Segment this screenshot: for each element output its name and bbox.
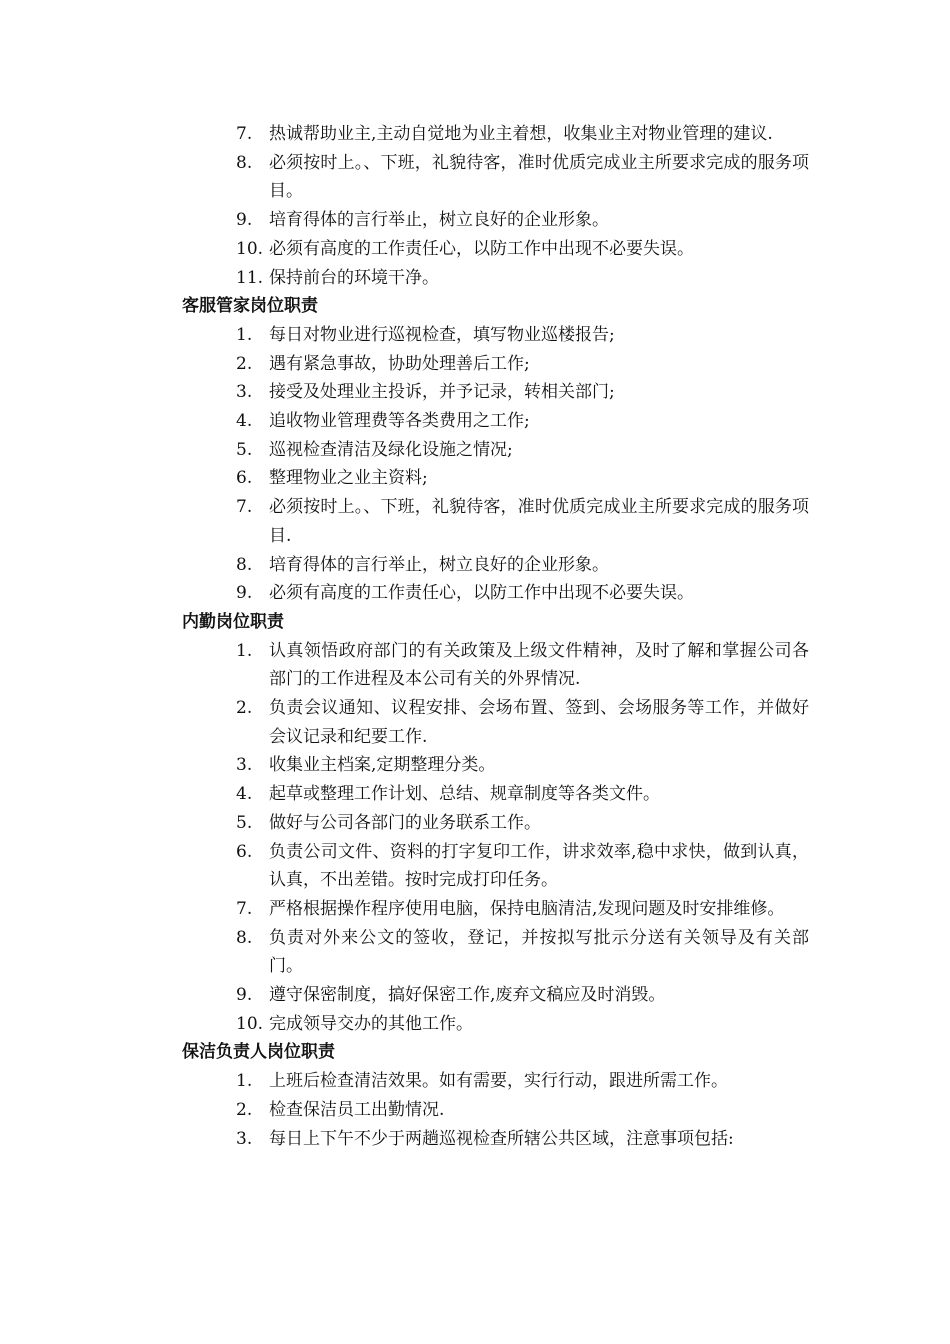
item-number: 1. xyxy=(236,1071,253,1092)
item-text: 必须按时上。、下班，礼貌待客，准时优质完成业主所要求完成的服务项目. xyxy=(269,497,809,546)
list-item xyxy=(236,1067,809,1096)
list-item xyxy=(236,780,809,809)
list-item xyxy=(236,895,809,924)
item-text: 完成领导交办的其他工作。 xyxy=(269,1013,473,1034)
item-text: 上班后检查清洁效果。如有需要，实行行动，跟进所需工作。 xyxy=(269,1071,728,1092)
item-number: 1. xyxy=(236,640,253,661)
item-text: 负责对外来公文的签收，登记，并按拟写批示分送有关领导及有关部门。 xyxy=(269,927,809,977)
item-number: 8. xyxy=(236,927,253,948)
numbered-list xyxy=(0,637,950,1039)
item-number: 11. xyxy=(236,267,264,288)
item-text: 严格根据操作程序使用电脑，保持电脑清洁,发现问题及时安排维修。 xyxy=(269,898,785,919)
item-text: 收集业主档案,定期整理分类。 xyxy=(269,755,496,776)
item-text: 培育得体的言行举止，树立良好的企业形象。 xyxy=(269,554,609,575)
item-text: 接受及处理业主投诉，并予记录，转相关部门; xyxy=(269,382,615,403)
item-number: 7. xyxy=(236,497,253,518)
item-number: 4. xyxy=(236,784,253,805)
item-text: 起草或整理工作计划、总结、规章制度等各类文件。 xyxy=(269,784,660,805)
item-number: 9. xyxy=(236,210,253,231)
item-number: 2. xyxy=(236,698,253,719)
item-text: 必须按时上。、下班，礼貌待客，准时优质完成业主所要求完成的服务项目。 xyxy=(269,152,809,202)
item-number: 5. xyxy=(236,812,253,833)
section-front-desk-continued xyxy=(0,120,950,292)
list-item xyxy=(236,838,809,895)
list-item xyxy=(236,809,809,838)
item-number: 8. xyxy=(236,152,253,173)
item-text: 检查保洁员工出勤情况. xyxy=(269,1099,445,1120)
list-item xyxy=(236,981,809,1010)
item-text: 每日对物业进行巡视检查，填写物业巡楼报告; xyxy=(269,324,615,345)
item-text: 保持前台的环境干净。 xyxy=(269,267,439,288)
list-item xyxy=(236,751,809,780)
list-item xyxy=(236,264,809,293)
item-number: 9. xyxy=(236,583,253,604)
list-item xyxy=(236,120,809,149)
item-text: 认真领悟政府部门的有关政策及上级文件精神，及时了解和掌握公司各部门的工作进程及本公司有关的外界情况. xyxy=(269,640,809,690)
item-text: 每日上下午不少于两趟巡视检查所辖公共区域，注意事项包括: xyxy=(269,1128,734,1149)
item-number: 3. xyxy=(236,1128,253,1149)
list-item xyxy=(236,1125,809,1154)
item-number: 5. xyxy=(236,439,253,460)
section-heading: 客服管家岗位职责 xyxy=(182,296,318,317)
list-item xyxy=(236,350,809,379)
list-item xyxy=(236,637,809,694)
item-text: 培育得体的言行举止，树立良好的企业形象。 xyxy=(269,210,609,231)
item-text: 必须有高度的工作责任心，以防工作中出现不必要失误。 xyxy=(269,583,694,604)
item-text: 热诚帮助业主,主动自觉地为业主着想，收集业主对物业管理的建议. xyxy=(269,124,773,144)
list-item xyxy=(236,1096,809,1125)
item-number: 1. xyxy=(236,324,253,345)
item-text: 巡视检查清洁及绿化设施之情况; xyxy=(269,439,513,460)
item-text: 遇有紧急事故，协助处理善后工作; xyxy=(269,353,530,374)
list-item xyxy=(236,407,809,436)
item-number: 4. xyxy=(236,411,253,432)
numbered-list xyxy=(0,1067,950,1153)
list-item xyxy=(236,464,809,493)
item-number: 9. xyxy=(236,985,253,1006)
item-text: 负责公司文件、资料的打字复印工作，讲求效率,稳中求快，做到认真，认真，不出差错。按时完成打印任务。 xyxy=(269,841,809,891)
list-item xyxy=(236,235,809,264)
item-number: 7. xyxy=(236,124,253,144)
item-text: 必须有高度的工作责任心，以防工作中出现不必要失误。 xyxy=(269,238,694,259)
numbered-list xyxy=(0,321,950,608)
document-page xyxy=(0,120,950,1153)
section-customer-service-butler xyxy=(0,292,950,608)
list-item xyxy=(236,924,809,981)
item-number: 3. xyxy=(236,755,253,776)
item-number: 6. xyxy=(236,468,253,489)
section-heading: 内勤岗位职责 xyxy=(182,611,284,632)
item-number: 10. xyxy=(236,238,264,259)
item-text: 负责会议通知、议程安排、会场布置、签到、会场服务等工作，并做好会议记录和纪要工作. xyxy=(269,698,809,747)
list-item xyxy=(236,694,809,751)
item-text: 遵守保密制度，搞好保密工作,废弃文稿应及时消毁。 xyxy=(269,985,666,1006)
list-item xyxy=(236,579,809,608)
item-text: 整理物业之业主资料; xyxy=(269,468,428,489)
item-number: 8. xyxy=(236,554,253,575)
item-text: 追收物业管理费等各类费用之工作; xyxy=(269,411,530,432)
list-item xyxy=(236,1010,809,1039)
item-number: 10. xyxy=(236,1013,264,1034)
item-number: 7. xyxy=(236,898,253,919)
list-item xyxy=(236,321,809,350)
list-item xyxy=(236,378,809,407)
item-number: 3. xyxy=(236,382,253,403)
list-item xyxy=(236,149,809,206)
list-item xyxy=(236,436,809,465)
item-number: 2. xyxy=(236,353,253,374)
list-item xyxy=(236,206,809,235)
section-cleaning-supervisor xyxy=(0,1038,950,1153)
section-office-clerk xyxy=(0,608,950,1039)
item-number: 6. xyxy=(236,841,253,862)
list-item xyxy=(236,493,809,550)
item-text: 做好与公司各部门的业务联系工作。 xyxy=(269,812,541,833)
section-heading: 保洁负责人岗位职责 xyxy=(182,1042,335,1063)
numbered-list xyxy=(0,120,950,292)
item-number: 2. xyxy=(236,1099,253,1120)
list-item xyxy=(236,551,809,580)
